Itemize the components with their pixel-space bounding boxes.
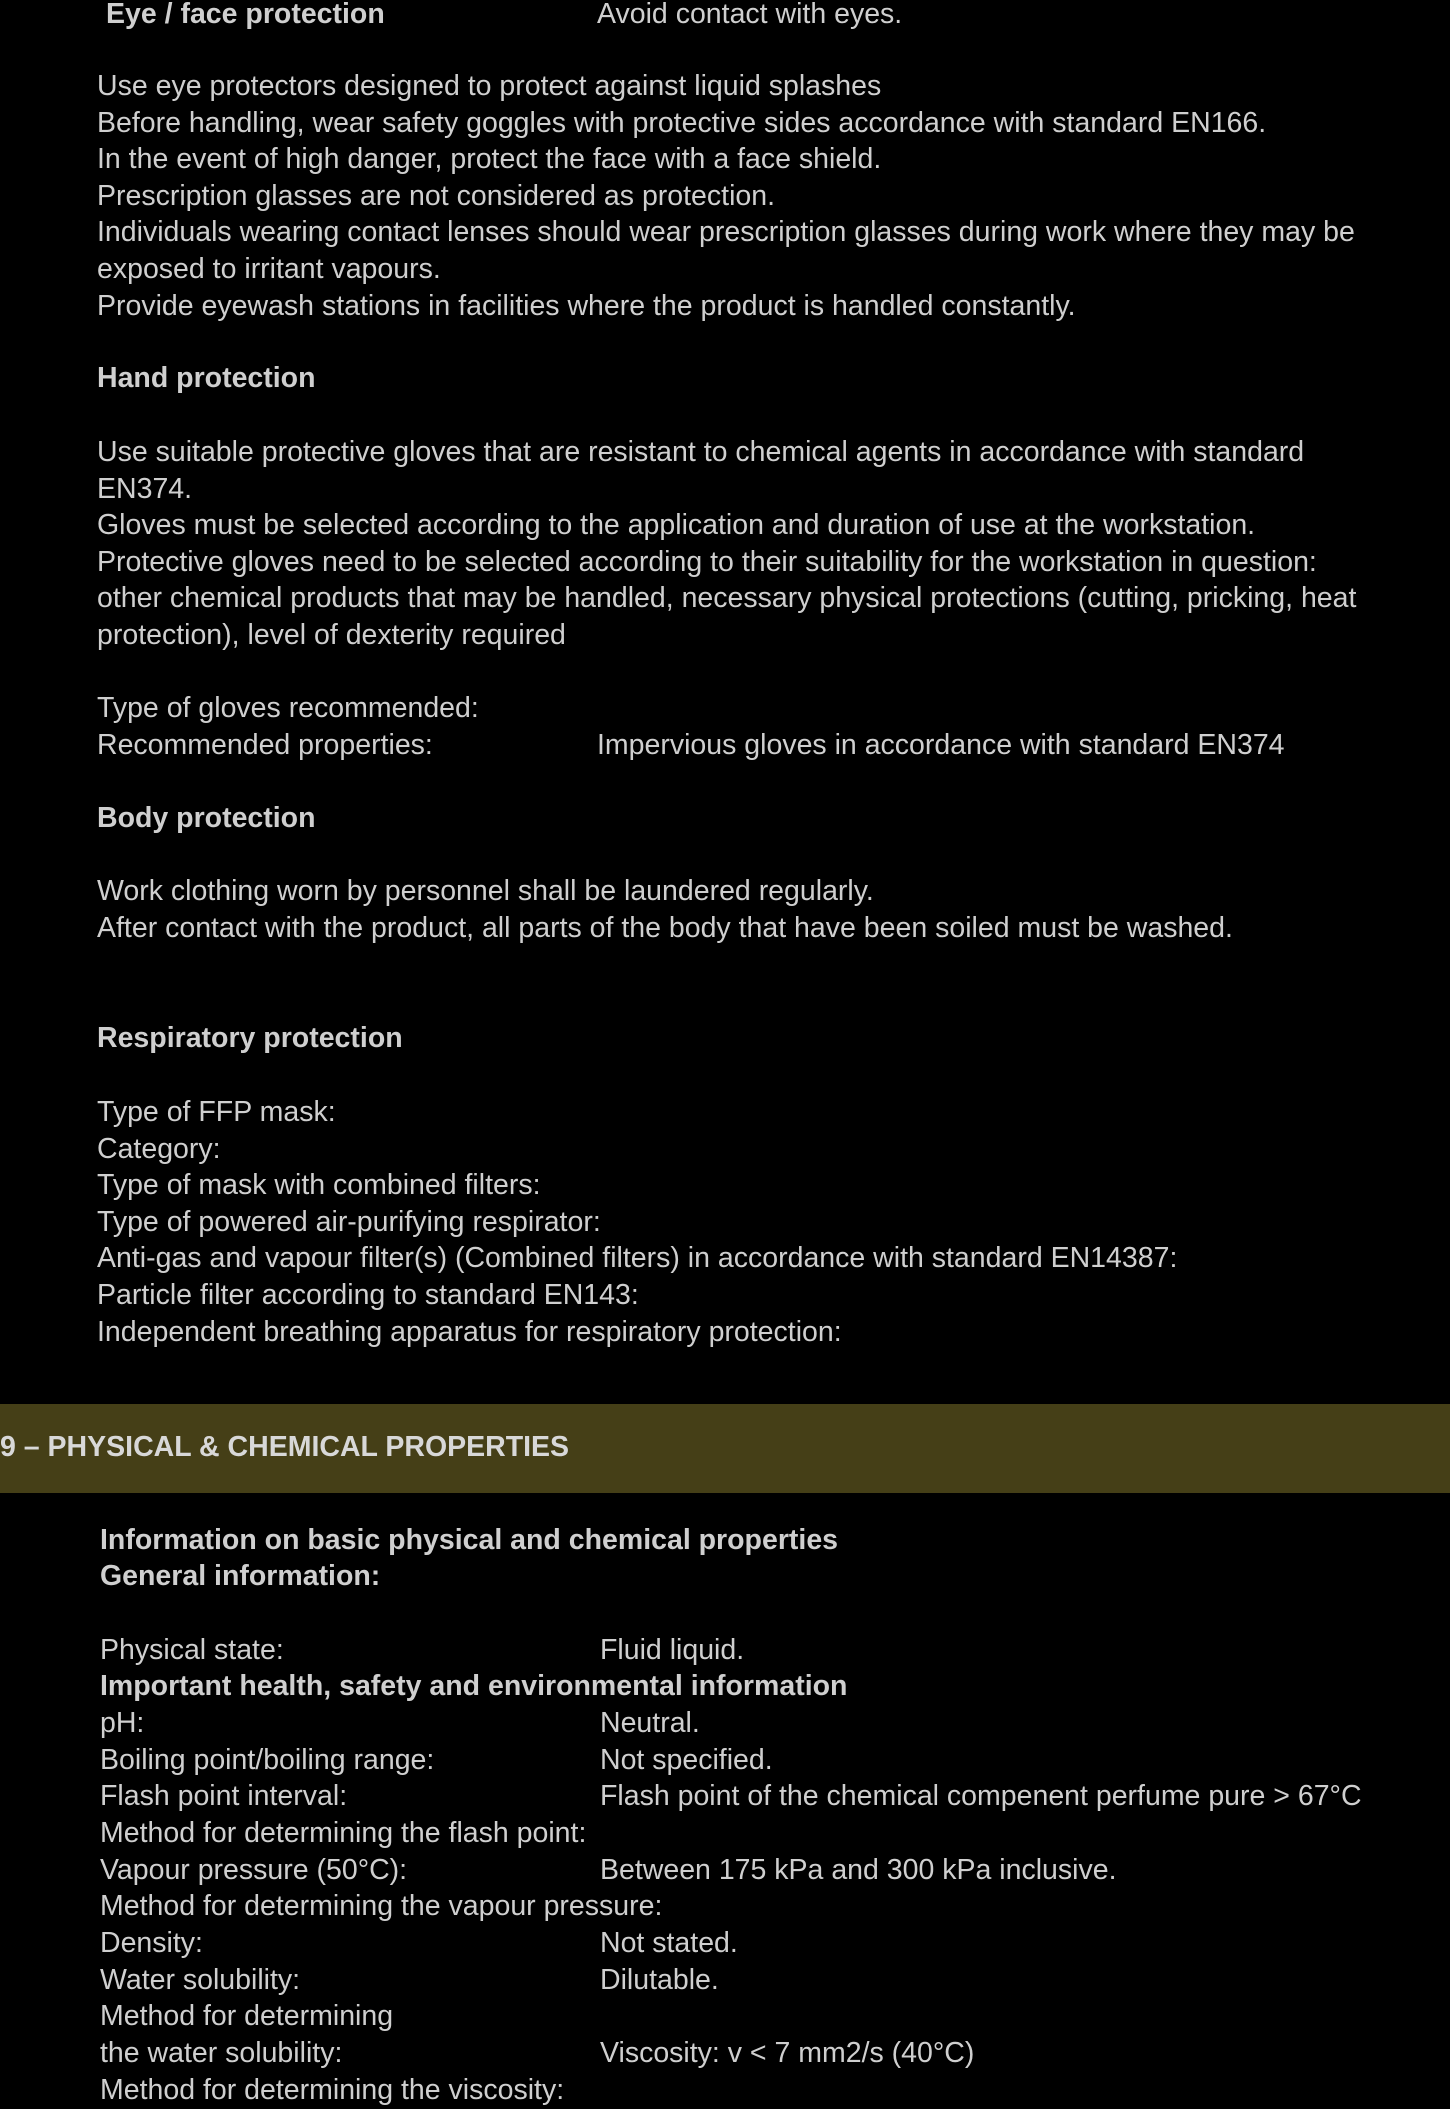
text-line: Anti-gas and vapour filter(s) (Combined filters) in accordance with standard EN14387:: [97, 1242, 1178, 1275]
body-protection-heading: Body protection: [97, 802, 316, 834]
property-value: Fluid liquid.: [600, 1634, 745, 1666]
eye-protection-text: [97, 68, 1355, 324]
property-label: Vapour pressure (50°C):: [100, 1854, 408, 1886]
property-label: Boiling point/boiling range:: [100, 1744, 435, 1776]
gloves-properties-value: Impervious gloves in accordance with standard EN374: [597, 729, 1285, 761]
text-line: Particle filter according to standard EN143:: [97, 1278, 639, 1311]
property-label: Density:: [100, 1927, 203, 1959]
hand-protection-heading: Hand protection: [97, 362, 316, 394]
property-row-flash-point: [100, 1778, 1362, 1815]
text-line: After contact with the product, all parts of the body that have been soiled must be washed.: [97, 911, 1233, 944]
hand-protection-text: [97, 434, 1356, 654]
property-row-viscosity: [100, 2035, 975, 2072]
text-line: protection), level of dexterity required: [97, 618, 566, 651]
property-row-boiling: [100, 1742, 773, 1779]
general-info-heading: General information:: [100, 1560, 381, 1592]
body-protection-text: [97, 873, 1233, 946]
property-row-physical-state: [100, 1632, 745, 1669]
text-line: Category:: [97, 1132, 221, 1165]
property-value: Flash point of the chemical compenent perfume pure > 67°C: [600, 1780, 1362, 1812]
text-line: Work clothing worn by personnel shall be laundered regularly.: [97, 875, 874, 907]
text-line: Use eye protectors designed to protect against liquid splashes: [97, 70, 882, 102]
property-row-water-solubility: [100, 1962, 719, 1999]
property-row-vapour-method: Method for determining the vapour pressure:: [100, 1890, 663, 1922]
text-line: In the event of high danger, protect the face with a face shield.: [97, 143, 882, 176]
property-value: Not specified.: [600, 1744, 773, 1776]
property-row-flash-method: Method for determining the flash point:: [100, 1817, 587, 1849]
text-line: Type of mask with combined filters:: [97, 1169, 541, 1202]
section-9-title: 9 – PHYSICAL & CHEMICAL PROPERTIES: [0, 1431, 570, 1463]
property-row-vapour-pressure: [100, 1852, 1117, 1889]
text-line: exposed to irritant vapours.: [97, 252, 441, 285]
property-label: Physical state:: [100, 1634, 284, 1666]
property-value: Viscosity: v < 7 mm2/s (40°C): [600, 2037, 975, 2069]
eye-protection-value: Avoid contact with eyes.: [597, 0, 903, 30]
text-line: Prescription glasses are not considered as protection.: [97, 179, 776, 212]
property-label: Flash point interval:: [100, 1780, 348, 1812]
text-line: Independent breathing apparatus for respiratory protection:: [97, 1315, 842, 1348]
respiratory-protection-text: [97, 1094, 1177, 1350]
info-heading: Information on basic physical and chemical properties: [100, 1524, 839, 1556]
property-value: Between 175 kPa and 300 kPa inclusive.: [600, 1854, 1117, 1886]
property-value: Neutral.: [600, 1707, 700, 1739]
section-9-banner: [0, 1404, 1450, 1493]
property-value: Dilutable.: [600, 1964, 719, 1996]
text-line: EN374.: [97, 472, 193, 505]
respiratory-protection-heading: Respiratory protection: [97, 1022, 403, 1054]
text-line: Individuals wearing contact lenses should wear prescription glasses during work where they may be: [97, 216, 1355, 249]
important-info-heading: Important health, safety and environmental information: [100, 1670, 848, 1702]
eye-protection-heading: Eye / face protection: [106, 0, 385, 30]
text-line: other chemical products that may be handled, necessary physical protections (cutting, pricking, heat: [97, 582, 1357, 615]
property-row-density: [100, 1925, 738, 1962]
property-label: Water solubility:: [100, 1964, 301, 1996]
text-line: Gloves must be selected according to the application and duration of use at the workstation.: [97, 509, 1256, 542]
property-row-ph: [100, 1705, 700, 1742]
text-line: Type of FFP mask:: [97, 1096, 336, 1128]
text-line: Before handling, wear safety goggles with protective sides accordance with standard EN166.: [97, 106, 1267, 139]
property-row-viscosity-method: Method for determining the viscosity:: [100, 2074, 565, 2106]
property-label: pH:: [100, 1707, 145, 1739]
gloves-type-label: Type of gloves recommended:: [97, 692, 479, 724]
text-line: Provide eyewash stations in facilities where the product is handled constantly.: [97, 289, 1076, 322]
property-value: Not stated.: [600, 1927, 738, 1959]
property-row-solubility-method: Method for determining: [100, 2000, 394, 2032]
property-label: the water solubility:: [100, 2037, 343, 2069]
gloves-properties-label: Recommended properties:: [97, 729, 433, 761]
text-line: Protective gloves need to be selected according to their suitability for the workstation in question:: [97, 545, 1317, 578]
text-line: Type of powered air-purifying respirator:: [97, 1205, 601, 1238]
text-line: Use suitable protective gloves that are resistant to chemical agents in accordance with standard: [97, 436, 1305, 468]
